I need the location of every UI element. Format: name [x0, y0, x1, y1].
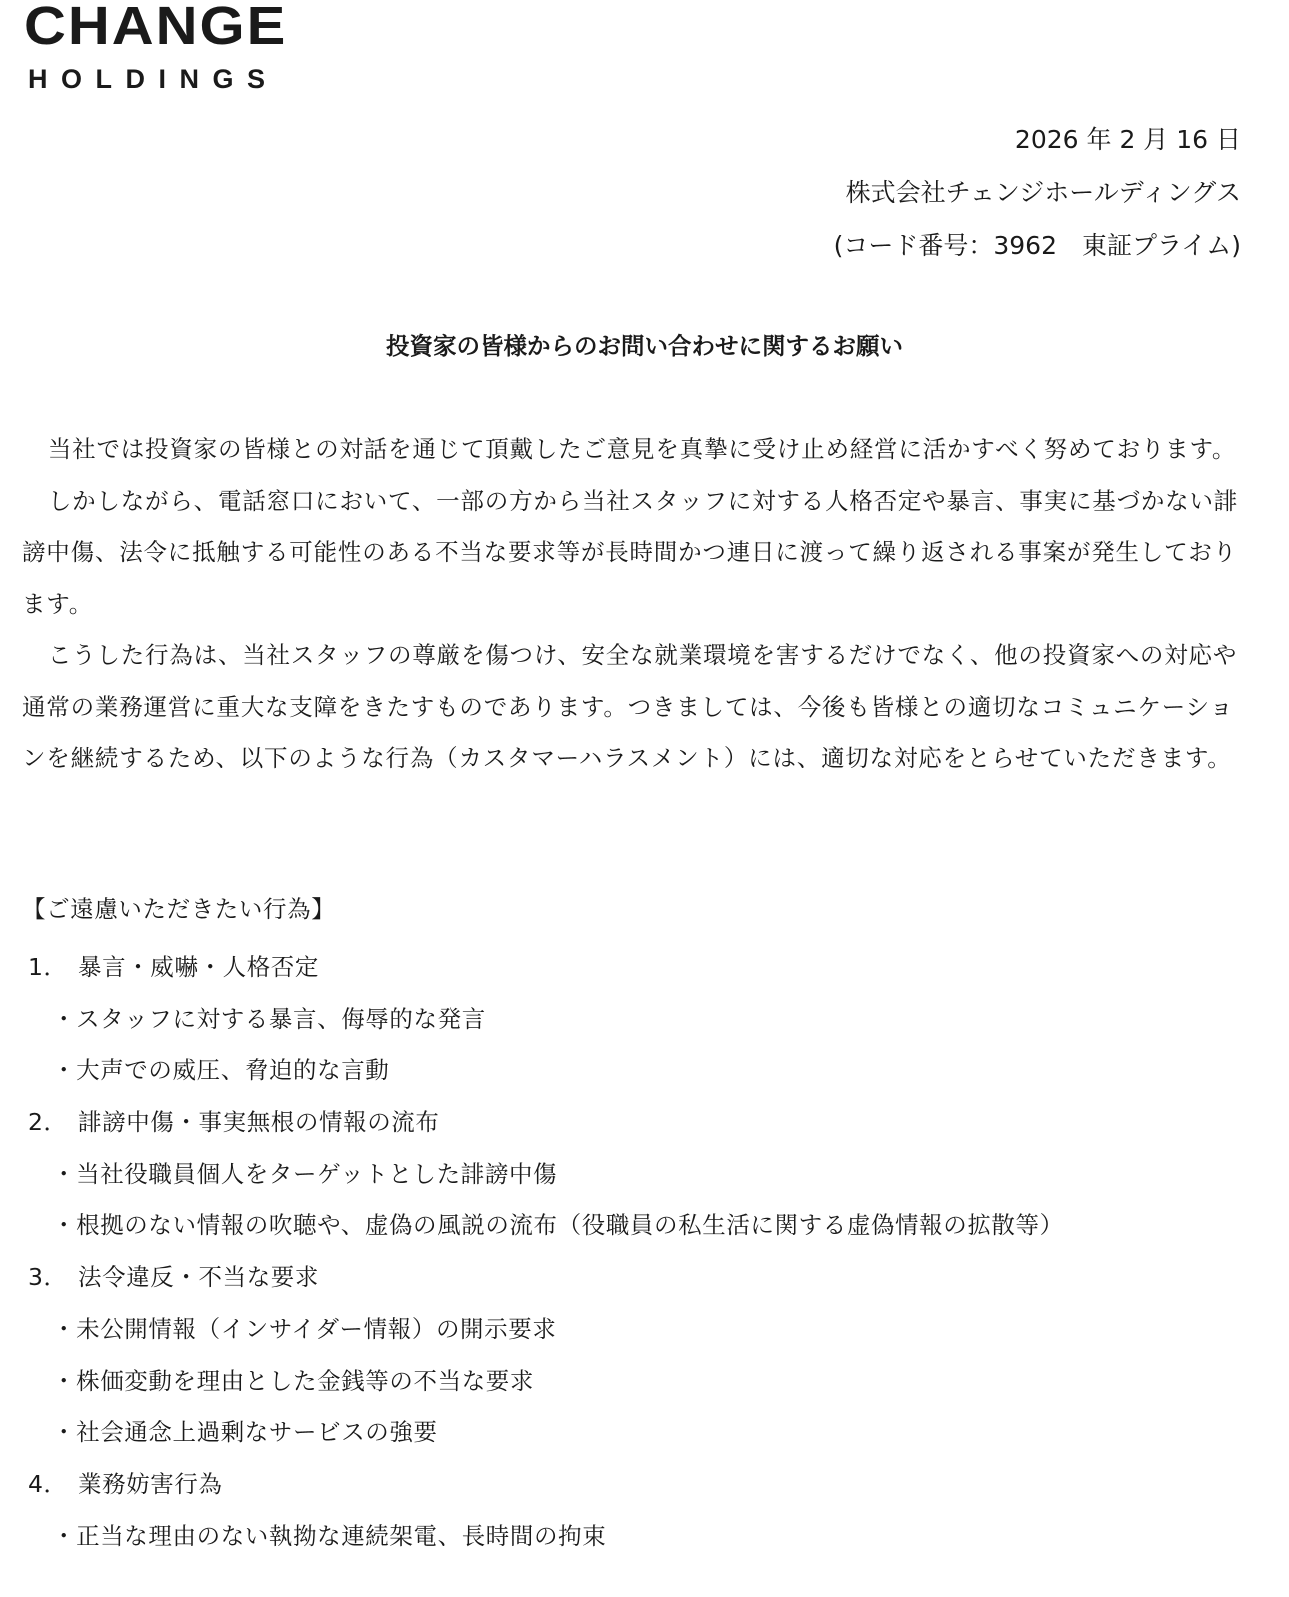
list-item: ・当社役職員個人をターゲットとした誹謗中傷: [52, 1159, 558, 1188]
list-item: ・株価変動を理由とした金銭等の不当な要求: [52, 1366, 534, 1395]
logo-wordmark-change: CHANGE: [24, 0, 288, 57]
document-title: 投資家の皆様からのお問い合わせに関するお願い: [386, 332, 903, 360]
list-item: ・社会通念上過剰なサービスの強要: [52, 1418, 438, 1447]
body-paragraphs: [22, 424, 1242, 785]
list-item: ・大声での威圧、脅迫的な言動: [52, 1056, 390, 1085]
list-item: ・根拠のない情報の吹聴や、虚偽の風説の流布（役職員の私生活に関する虚偽情報の拡散等）: [52, 1211, 1064, 1240]
paragraph-1: 当社では投資家の皆様との対話を通じて頂戴したご意見を真摯に受け止め経営に活かすべく努めております。: [47, 435, 1237, 463]
category-heading: [28, 942, 1248, 994]
company-logo: [24, 0, 314, 94]
category-number: 4．: [28, 1469, 68, 1498]
category-number: 2．: [28, 1108, 68, 1137]
category-heading: [28, 1459, 1248, 1511]
category-title: 誹謗中傷・事実無根の情報の流布: [78, 1108, 440, 1137]
company-name: 株式会社チェンジホールディングス: [845, 178, 1241, 207]
category-title: 法令違反・不当な要求: [78, 1263, 319, 1292]
category-title: 業務妨害行為: [78, 1469, 223, 1498]
category-number: 1．: [28, 953, 68, 981]
category-heading: [28, 1252, 1248, 1304]
category-heading: [28, 1097, 1248, 1149]
category-title: 暴言・威嚇・人格否定: [78, 953, 319, 981]
paragraph-2: しかしながら、電話窓口において、一部の方から当社スタッフに対する人格否定や暴言、事実に基づかない誹謗中傷、法令に抵触する可能性のある不当な要求等が長時間かつ連日に渡って繰り返される事案が発生しております。: [22, 486, 1239, 618]
document-date: 2026 年 2 月 16 日: [1014, 125, 1241, 154]
list-item: ・未公開情報（インサイダー情報）の開示要求: [52, 1314, 557, 1343]
category-number: 3．: [28, 1263, 68, 1292]
logo-wordmark-holdings: HOLDINGS: [28, 64, 279, 94]
paragraph-3: こうした行為は、当社スタッフの尊厳を傷つけ、安全な就業環境を害するだけでなく、他の投資家への対応や通常の業務運営に重大な支障をきたすものであります。つきましては、今後も皆様との適切なコミュニケーションを継続するため、以下のような行為（カスタマーハラスメント）には、適切な対応をとらせていただきます。: [22, 641, 1238, 772]
stock-code: (コード番号：3962 東証プライム): [833, 231, 1241, 260]
prohibited-acts-list: [28, 942, 1248, 1562]
list-item: ・スタッフに対する暴言、侮辱的な発言: [52, 1004, 486, 1033]
list-item: ・正当な理由のない執拗な連続架電、長時間の拘束: [52, 1521, 607, 1550]
section-heading: 【ご遠慮いただきたい行為】: [22, 895, 336, 923]
